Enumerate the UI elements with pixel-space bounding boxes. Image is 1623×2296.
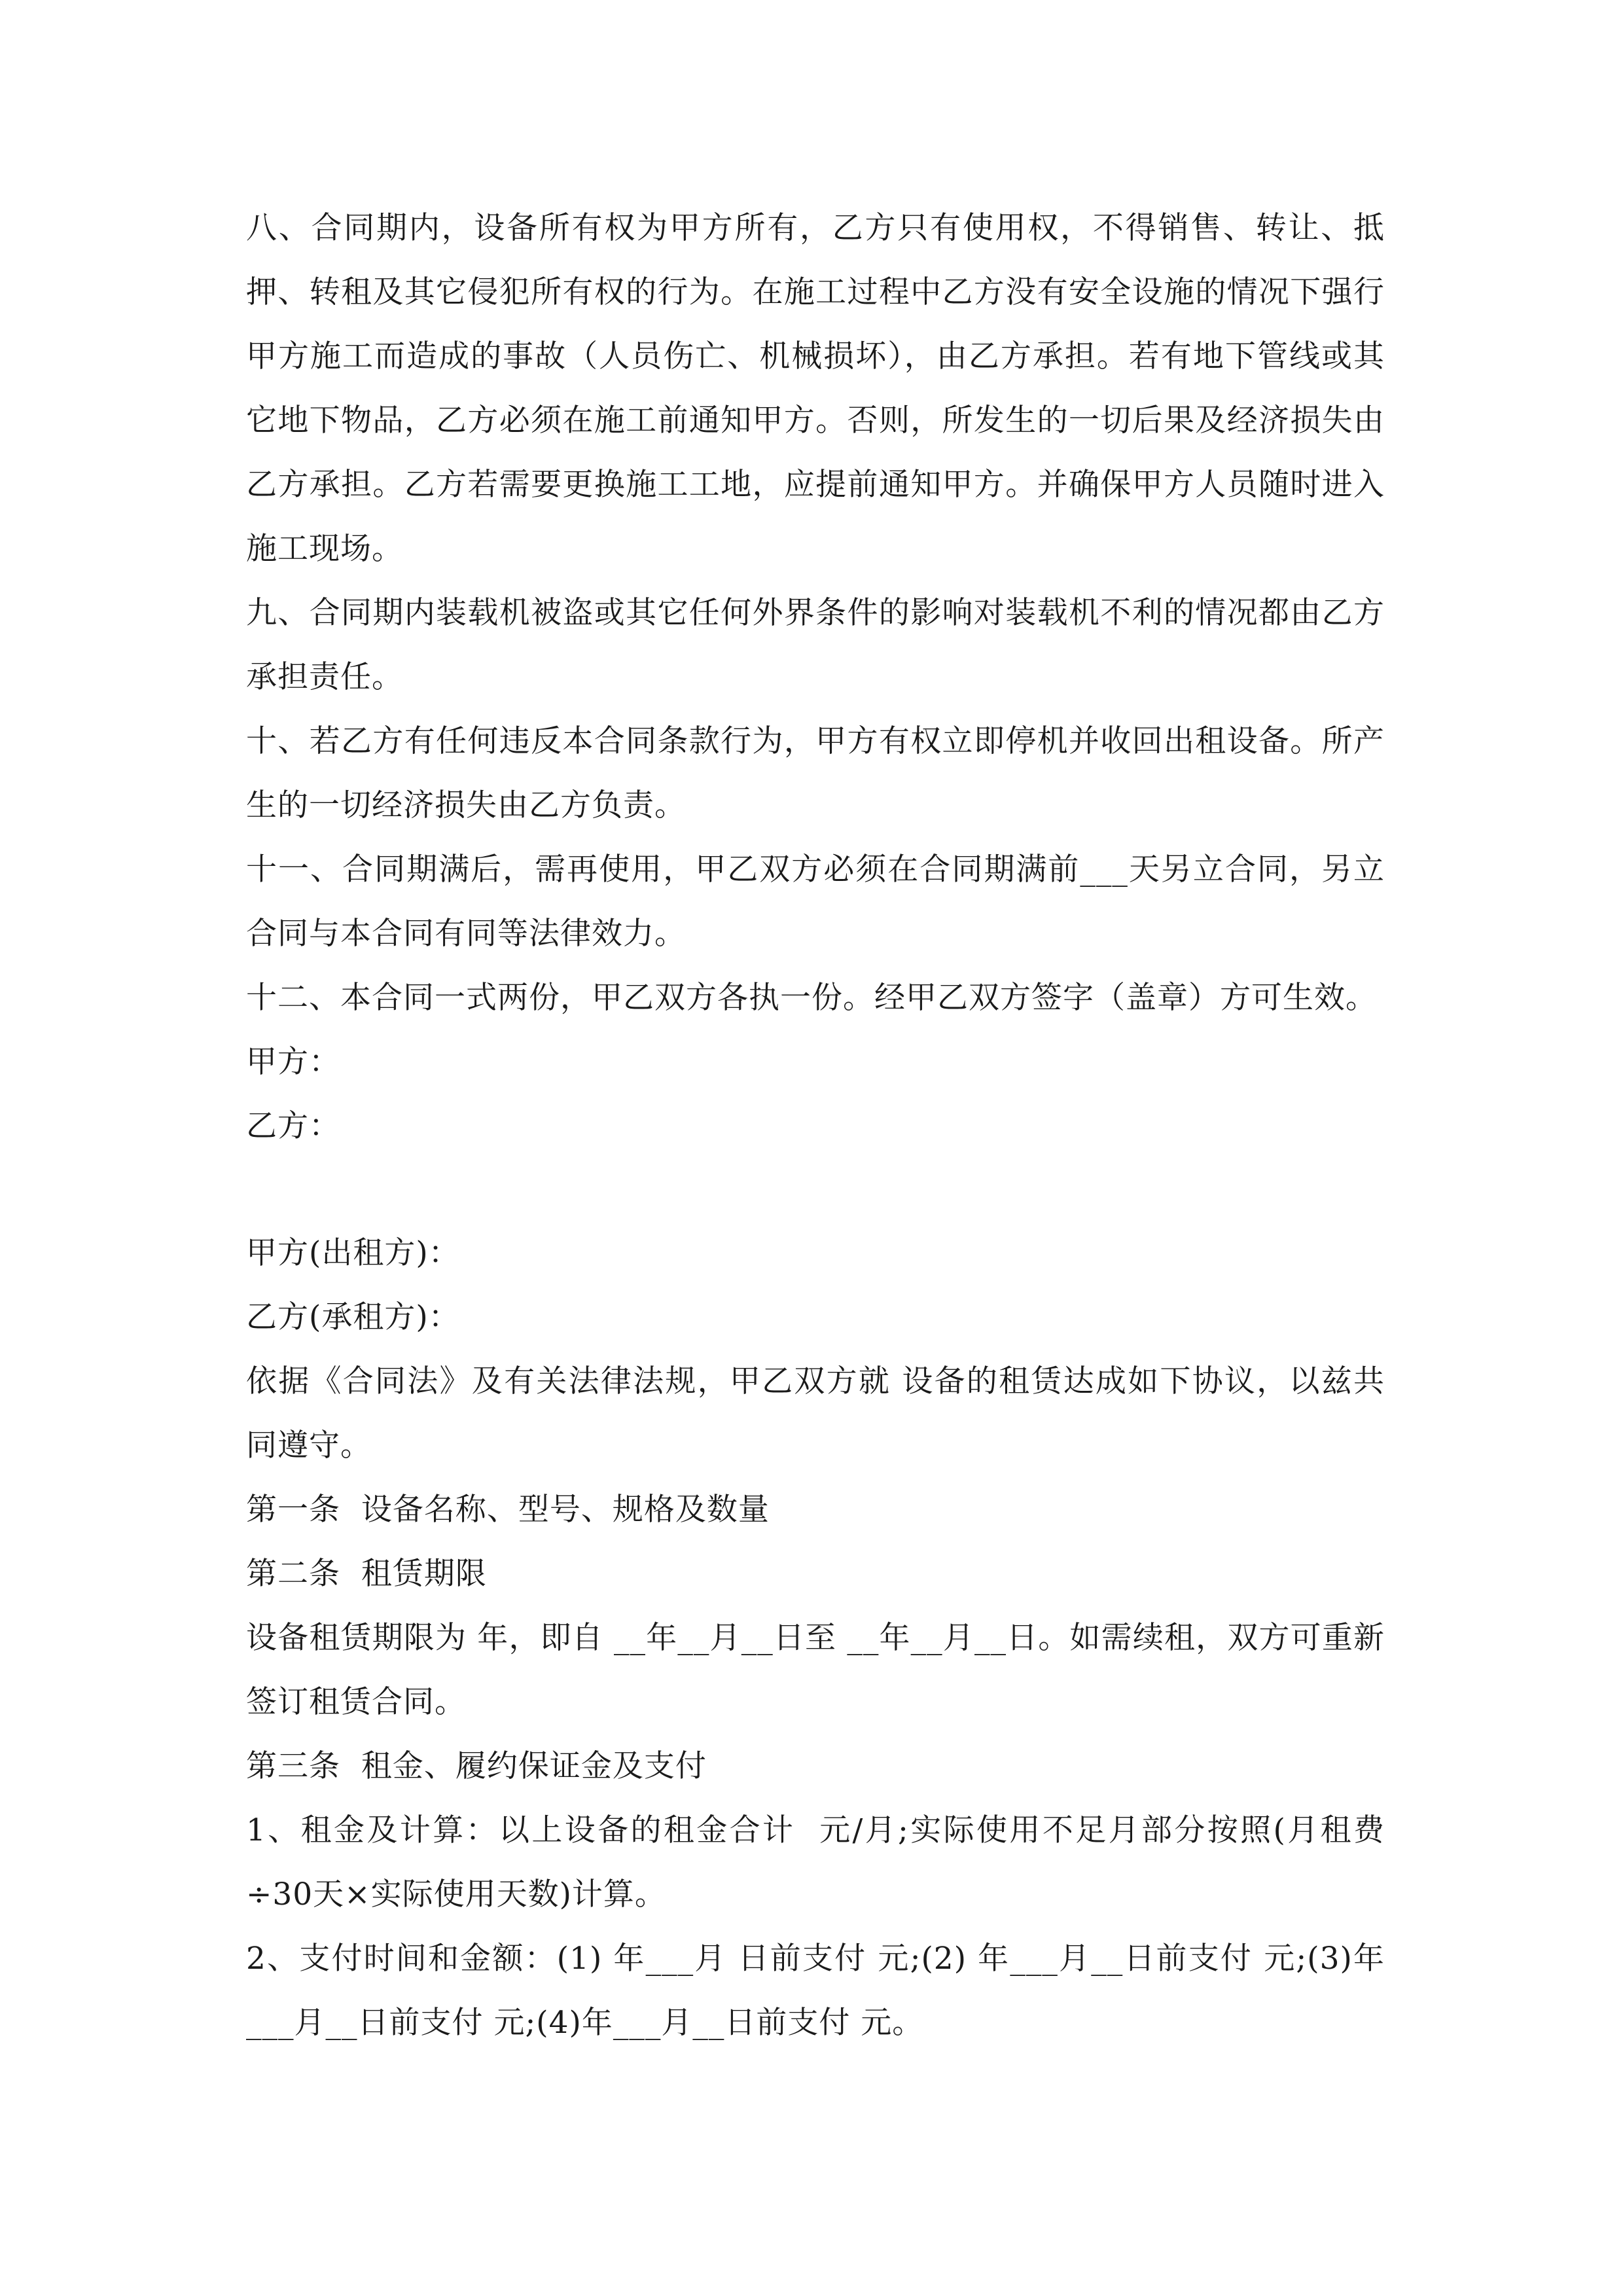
- signature-party-a: 甲方：: [246, 1044, 340, 1080]
- clause-8: 八、合同期内，设备所有权为甲方所有，乙方只有使用权，不得销售、转让、抵押、转租及其它侵犯所有权的行为。在施工过程中乙方没有安全设施的情况下强行甲方施工而造成的事故（人员伤亡、机械损坏），由乙方承担。若有地下管线或其它地下物品，乙方必须在施工前通知甲方。否则，所发生的一切后果及经济损失由乙方承担。乙方若需要更换施工工地，应提前通知甲方。并确保甲方人员随时进入施工现场。: [246, 210, 1385, 567]
- article-2-heading: 第二条 租赁期限: [246, 1556, 487, 1592]
- clause-12: 十二、本合同一式两份，甲乙双方各执一份。经甲乙双方签字（盖章）方可生效。: [246, 980, 1377, 1016]
- clause-9: 九、合同期内装载机被盗或其它任何外界条件的影响对装载机不利的情况都由乙方承担责任。: [246, 595, 1385, 695]
- lessor-line: 甲方(出租方)：: [246, 1235, 460, 1271]
- article-1-heading: 第一条 设备名称、型号、规格及数量: [246, 1492, 770, 1528]
- article-2-body: 设备租赁期限为 年，即自 __年__月__日至 __年__月__日。如需续租，双方可重新签订租赁合同。: [246, 1620, 1385, 1720]
- document-body: [246, 196, 1385, 2055]
- lessee-line: 乙方(承租方)：: [246, 1299, 460, 1335]
- article-3-item-2: 2、支付时间和金额：(1) 年___月 日前支付 元;(2) 年___月__日前支付 元;(3)年___月__日前支付 元;(4)年___月__日前支付 元。: [246, 1941, 1385, 2041]
- article-3-item-1: 1、租金及计算：以上设备的租金合计 元/月;实际使用不足月部分按照(月租费÷30天×实际使用天数)计算。: [246, 1812, 1385, 1912]
- clause-10: 十、若乙方有任何违反本合同条款行为，甲方有权立即停机并收回出租设备。所产生的一切经济损失由乙方负责。: [246, 723, 1385, 823]
- clause-11: 十一、合同期满后，需再使用，甲乙双方必须在合同期满前___天另立合同，另立合同与本合同有同等法律效力。: [246, 852, 1385, 952]
- section-gap: [246, 1158, 1385, 1221]
- article-3-heading: 第三条 租金、履约保证金及支付: [246, 1748, 707, 1784]
- preamble: 依据《合同法》及有关法律法规，甲乙双方就 设备的租赁达成如下协议，以兹共同遵守。: [246, 1363, 1385, 1463]
- signature-party-b: 乙方：: [246, 1108, 340, 1144]
